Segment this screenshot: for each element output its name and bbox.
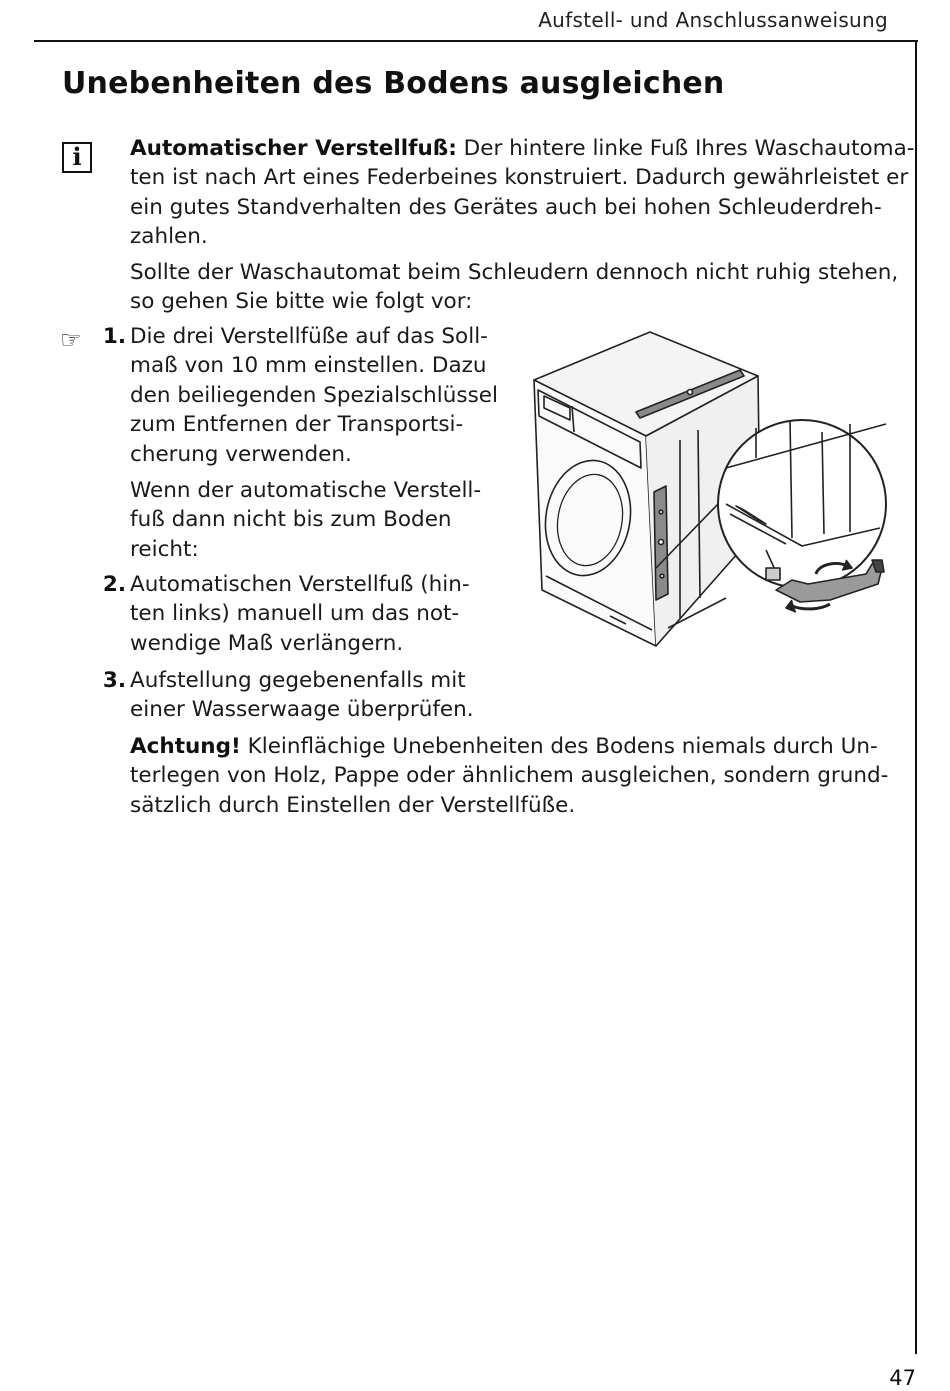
- step-line: Aufstellung gegebenenfalls mit: [130, 668, 466, 693]
- step-line: einer Wasserwaage überprüfen.: [130, 697, 474, 723]
- info-note-line: ten ist nach Art eines Federbeines konstruiert. Dadurch gewährleistet er: [130, 165, 909, 191]
- info-note: [130, 134, 915, 252]
- info-icon: i: [62, 142, 92, 173]
- step-line: zum Entfernen der Transportsi-: [130, 412, 464, 438]
- info-note-line: zahlen.: [130, 224, 208, 250]
- warning-paragraph: [130, 732, 888, 820]
- step-number: 1.: [102, 324, 126, 349]
- step-line: fuß dann nicht bis zum Boden: [130, 507, 452, 533]
- step-line: den beiliegenden Spezialschlüssel: [130, 382, 498, 408]
- info-note-line: ein gutes Standverhalten des Gerätes auch bei hohen Schleuderdreh-: [130, 194, 882, 220]
- washing-machine-leveling-illustration: [530, 328, 892, 652]
- running-header: Aufstell- und Anschlussanweisung: [538, 8, 888, 32]
- header-rule: [34, 40, 918, 42]
- step-line: Die drei Verstellfüße auf das Soll-: [130, 324, 488, 349]
- page-title: Unebenheiten des Bodens ausgleichen: [62, 66, 725, 101]
- step-line: Wenn der automatische Verstell-: [130, 478, 482, 503]
- step-line: cherung verwenden.: [130, 441, 352, 467]
- step-line: Automatischen Verstellfuß (hin-: [130, 572, 470, 597]
- step-number: 2.: [102, 572, 126, 597]
- warning-line: sätzlich durch Einstellen der Verstellfüße.: [130, 792, 576, 818]
- intro-line: Sollte der Waschautomat beim Schleudern dennoch nicht ruhig stehen,: [130, 260, 899, 285]
- info-note-label: Automatischer Verstellfuß:: [130, 136, 457, 161]
- intro-paragraph: [130, 258, 898, 317]
- info-note-text: Der hintere linke Fuß Ihres Waschautoma-: [456, 136, 915, 161]
- step-1-subtext: [130, 476, 481, 564]
- pointing-hand-icon: ☞: [60, 326, 82, 354]
- step-2-text: [130, 570, 470, 658]
- intro-line: so gehen Sie bitte wie folgt vor:: [130, 289, 473, 315]
- warning-label: Achtung!: [130, 734, 241, 759]
- step-line: wendige Maß verlängern.: [130, 630, 404, 656]
- margin-rule: [915, 40, 917, 1354]
- step-line: maß von 10 mm einstellen. Dazu: [130, 353, 487, 379]
- warning-line: terlegen von Holz, Pappe oder ähnlichem ausgleichen, sondern grund-: [130, 763, 889, 789]
- step-3-text: [130, 666, 474, 725]
- step-line: reicht:: [130, 536, 199, 562]
- warning-text: Kleinflächige Unebenheiten des Bodens niemals durch Un-: [240, 734, 878, 759]
- step-1-text: [130, 322, 498, 469]
- step-line: ten links) manuell um das not-: [130, 601, 460, 627]
- page-number: 47: [889, 1366, 916, 1390]
- step-number: 3.: [102, 668, 126, 693]
